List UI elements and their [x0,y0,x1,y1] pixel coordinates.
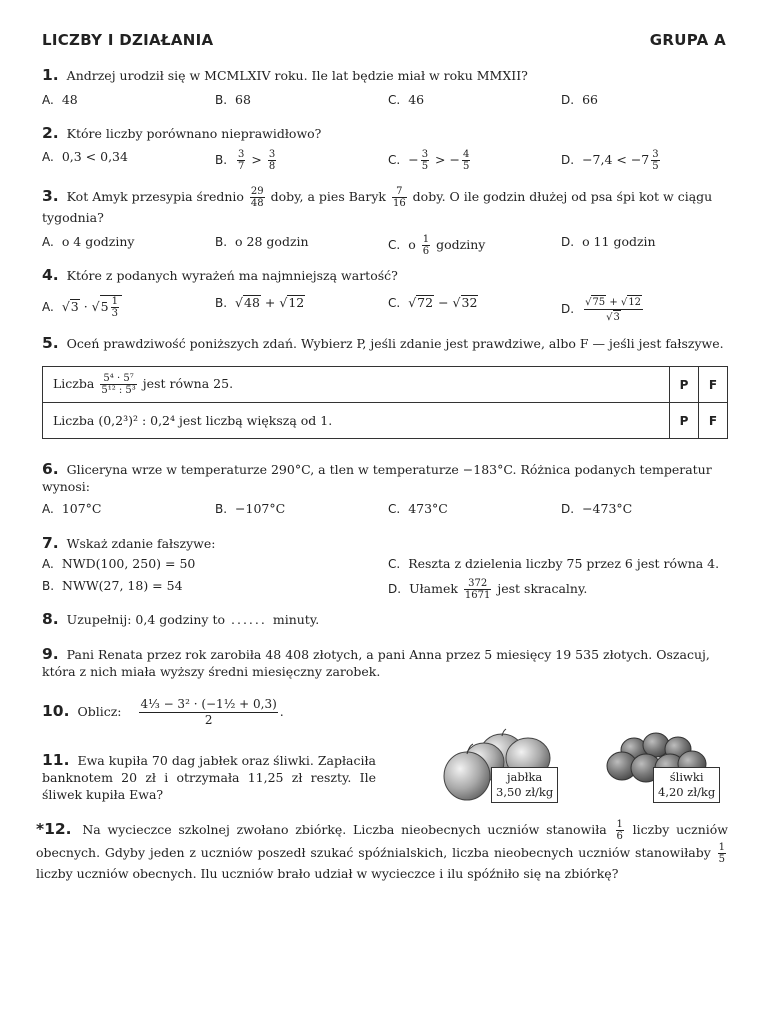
option-d[interactable]: D. $\frac{√75 + √12}{√3}$ [561,297,642,323]
option-a[interactable]: A. 107°C [42,501,102,516]
question-4-options [42,295,728,323]
option-d[interactable]: D. Ułamek $\frac{372}{1671}$ jest skracalny. [388,578,588,601]
statement: Liczba $\frac{\text{5⁴ · 5⁷}}{\text{5¹² : 5³}}$ jest równa 25. [43,367,670,403]
fraction: $\frac{1}{6}$ [616,819,623,842]
option-c[interactable]: C. √72 − √32 [388,295,478,310]
table-row [43,367,728,403]
option-c[interactable]: C. 46 [388,92,425,107]
option-c[interactable]: C. Reszta z dzielenia liczby 75 przez 6 jest równa 4. [388,556,720,571]
option-d[interactable]: D. −7,4 < −7 $\frac{3}{5}$ [561,149,659,172]
question-7-options-row2 [42,578,728,601]
option-a[interactable]: A. o 4 godziny [42,234,135,249]
option-c[interactable]: C. − $\frac{3}{5}$ > − $\frac{4}{5}$ [388,149,470,172]
option-b[interactable]: B. 68 [215,92,251,107]
fraction: $\frac{1}{5}$ [718,842,725,865]
question-number: 6. [42,460,59,478]
true-option[interactable]: P [670,367,699,403]
question-number: 3. [42,187,59,205]
question-10: 10. Oblicz: $\frac{\text{4⅓ − 3² · (−1½ + 0,3)}}{2}$ . [42,697,284,727]
question-number: 9. [42,645,59,663]
question-2-options [42,149,728,172]
option-a[interactable]: A. 0,3 < 0,34 [42,149,128,164]
question-12: *12. Na wycieczce szkolnej zwołano zbiórkę. Liczba nieobecnych uczniów stanowiła $\frac{1}{6}$ liczby uczniów obecnych. Gdyby jeden z uczniów poszedł szukać spóźnialskich, liczba nieobecnych uczniów stanowiłaby $\frac{1}{5}$ liczby uczniów obecnych. Ilu uczniów brało udział w wycieczce i ilu spóźniło się na zbiórkę? [36,819,728,881]
fraction: $\frac{7}{16}$ [392,186,406,209]
question-9 [42,646,728,680]
question-text: Które z podanych wyrażeń ma najmniejszą wartość? [66,268,398,283]
question-3: 3. Kot Amyk przesypia średnio $\frac{29}{48}$ doby, a pies Baryk $\frac{7}{16}$ doby. O ile godzin dłużej od psa śpi kot w ciągu tygodnia? [42,186,713,225]
question-text: Ewa kupiła 70 dag jabłek oraz śliwki. Zapłaciła banknotem 20 zł i otrzymała 11,25 zł reszty. Ile śliwek kupiła Ewa? [42,753,376,802]
fraction: $\frac{29}{48}$ [250,186,264,209]
question-7-options-row1 [42,556,728,576]
option-b[interactable]: B. √48 + √12 [215,295,305,310]
question-11 [42,752,376,803]
question-text: Wskaż zdanie fałszywe: [66,536,216,551]
table-row [43,403,728,439]
question-text: Andrzej urodził się w MCMLXIV roku. Ile lat będzie miał w roku MMXII? [66,68,528,83]
question-1 [42,67,728,84]
question-2 [42,125,728,142]
question-number: 1. [42,66,59,84]
option-a[interactable]: A. 48 [42,92,78,107]
answer-blank[interactable]: ...... [231,612,267,627]
apple-price-tag: jabłka 3,50 zł/kg [491,767,558,803]
page-title: LICZBY I DZIAŁANIA [42,31,214,49]
option-b[interactable]: B. −107°C [215,501,286,516]
option-c[interactable]: C. o $\frac{1}{6}$ godziny [388,234,486,257]
question-number: 11. [42,751,70,769]
question-1-options [42,92,728,112]
statement: Liczba (0,2³)² : 0,2⁴ jest liczbą większą od 1. [43,403,670,439]
question-6 [42,461,728,495]
group-label: GRUPA A [649,31,726,49]
false-option[interactable]: F [699,367,728,403]
question-number: 5. [42,334,59,352]
option-a[interactable]: A. NWD(100, 250) = 50 [42,556,196,571]
question-number: 2. [42,124,59,142]
plum-price-tag: śliwki 4,20 zł/kg [653,767,720,803]
true-false-table [42,366,728,439]
question-number: *12. [36,820,72,838]
question-text: Oceń prawdziwość poniższych zdań. Wybierz P, jeśli zdanie jest prawdziwe, albo F — jeśli jest fałszywe. [66,336,724,351]
option-d[interactable]: D. 66 [561,92,598,107]
question-text: Pani Renata przez rok zarobiła 48 408 złotych, a pani Anna przez 5 miesięcy 19 535 złotych. Oszacuj, która z nich miała wyższy średni miesięczny zarobek. [42,647,710,679]
option-d[interactable]: D. o 11 godzin [561,234,656,249]
option-b[interactable]: B. $\frac{3}{7}$ > $\frac{3}{8}$ [215,149,276,172]
option-a[interactable]: A. √3 · √5 $\frac{1}{3}$ [42,295,122,319]
option-c[interactable]: C. 473°C [388,501,448,516]
question-text: Które liczby porównano nieprawidłowo? [66,126,322,141]
question-7 [42,535,728,552]
question-5 [42,335,728,352]
question-text: Gliceryna wrze w temperaturze 290°C, a tlen w temperaturze −183°C. Różnica podanych temperatur wynosi: [42,462,712,494]
question-number: 10. [42,702,70,720]
question-6-options [42,501,728,521]
option-b[interactable]: B. o 28 godzin [215,234,309,249]
question-4 [42,267,728,284]
expression-fraction: $\frac{\text{4⅓ − 3² · (−1½ + 0,3)}}{2}$ [140,697,277,727]
option-d[interactable]: D. −473°C [561,501,633,516]
question-8: 8. Uzupełnij: 0,4 godziny to ...... minuty. [42,610,320,628]
question-number: 4. [42,266,59,284]
false-option[interactable]: F [699,403,728,439]
question-number: 7. [42,534,59,552]
question-3-options [42,234,728,257]
question-number: 8. [42,610,59,628]
option-b[interactable]: B. NWW(27, 18) = 54 [42,578,183,593]
true-option[interactable]: P [670,403,699,439]
